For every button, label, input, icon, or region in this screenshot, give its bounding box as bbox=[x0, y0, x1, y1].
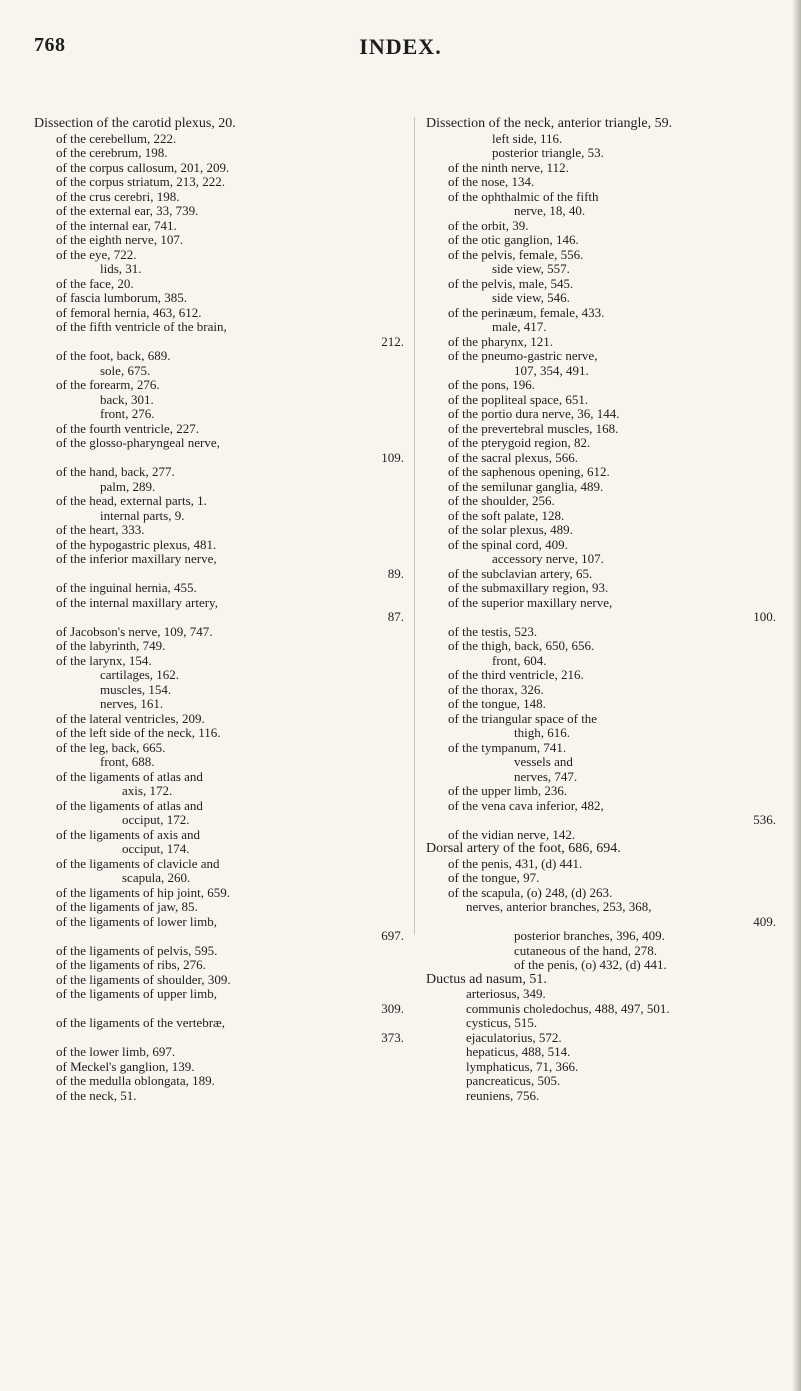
index-entry: of the lower limb, 697. bbox=[56, 1044, 176, 1059]
index-entry: lymphaticus, 71, 366. bbox=[466, 1058, 579, 1074]
index-entry: cartilages, 162. bbox=[100, 667, 180, 682]
index-entry: of the scapula, (o) 248, (d) 263. bbox=[448, 884, 613, 900]
index-entry: 100. bbox=[753, 609, 776, 624]
index-entry: of the pons, 196. bbox=[448, 377, 536, 392]
index-entry: axis, 172. bbox=[122, 783, 173, 798]
index-entry: of the subclavian artery, 65. bbox=[448, 565, 593, 581]
index-entry: of the leg, back, 665. bbox=[56, 739, 166, 755]
index-heading-entry: Dissection of the neck, anterior triangle, 59. bbox=[426, 116, 673, 131]
index-entry: of the hypogastric plexus, 481. bbox=[56, 536, 217, 552]
index-entry: of the prevertebral muscles, 168. bbox=[448, 420, 619, 436]
index-entry: of the saphenous opening, 612. bbox=[448, 464, 610, 479]
index-entry: of the superior maxillary nerve, bbox=[448, 594, 613, 610]
index-entry: of the inferior maxillary nerve, bbox=[56, 551, 217, 566]
index-entry: of the tympanum, 741. bbox=[448, 739, 567, 755]
index-entry: of the ligaments of the vertebræ, bbox=[56, 1015, 225, 1030]
index-entry: palm, 289. bbox=[100, 478, 156, 494]
index-entry: of the ligaments of hip joint, 659. bbox=[56, 884, 231, 900]
index-entry: of the nose, 134. bbox=[448, 174, 535, 189]
index-entry: of the face, 20. bbox=[56, 275, 134, 291]
index-entry: of the spinal cord, 409. bbox=[448, 536, 568, 552]
index-entry: of the crus cerebri, 198. bbox=[56, 188, 180, 204]
index-entry: of fascia lumborum, 385. bbox=[56, 290, 188, 305]
index-entry: communis choledochus, 488, 497, 501. bbox=[466, 1000, 670, 1016]
page-title: INDEX. bbox=[359, 34, 442, 59]
index-entry: nerves, 747. bbox=[514, 768, 578, 784]
index-heading-entry: Ductus ad nasum, 51. bbox=[426, 971, 547, 987]
index-entry: pancreaticus, 505. bbox=[466, 1073, 561, 1088]
index-entry: of the ligaments of lower limb, bbox=[56, 913, 218, 929]
index-entry: back, 301. bbox=[100, 391, 154, 407]
column-divider bbox=[414, 117, 415, 935]
index-entry: of the internal maxillary artery, bbox=[56, 594, 218, 610]
index-entry: of the glosso-pharyngeal nerve, bbox=[56, 435, 220, 450]
index-entry: of the shoulder, 256. bbox=[448, 493, 555, 508]
index-entry: 107, 354, 491. bbox=[514, 362, 589, 378]
index-entry: occiput, 172. bbox=[122, 812, 190, 827]
index-entry: of the labyrinth, 749. bbox=[56, 638, 166, 653]
index-entry: of the tongue, 97. bbox=[448, 870, 540, 885]
index-entry: of the eighth nerve, 107. bbox=[56, 232, 184, 247]
index-entry: thigh, 616. bbox=[514, 725, 570, 740]
index-entry: of the popliteal space, 651. bbox=[448, 391, 589, 407]
index-entry: of the internal ear, 741. bbox=[56, 217, 177, 233]
index-entry: of the triangular space of the bbox=[448, 710, 598, 726]
index-entry: arteriosus, 349. bbox=[466, 986, 546, 1001]
index-entry: of the heart, 333. bbox=[56, 522, 145, 537]
index-entry: 212. bbox=[381, 333, 404, 349]
index-column-left bbox=[34, 117, 404, 1103]
index-entry: posterior branches, 396, 409. bbox=[514, 928, 665, 943]
index-entry: 697. bbox=[381, 928, 404, 943]
index-entry: of the otic ganglion, 146. bbox=[448, 232, 579, 247]
index-entry: of the penis, 431, (d) 441. bbox=[448, 855, 583, 871]
page-number: 768 bbox=[34, 34, 66, 56]
index-entry: of the fourth ventricle, 227. bbox=[56, 420, 199, 436]
index-entry: of the ninth nerve, 112. bbox=[448, 159, 569, 175]
index-entry: of the pharynx, 121. bbox=[448, 333, 554, 349]
index-entry: internal parts, 9. bbox=[100, 507, 185, 523]
index-entry: of the foot, back, 689. bbox=[56, 348, 171, 363]
index-entry: of the corpus callosum, 201, 209. bbox=[56, 159, 230, 175]
index-entry: reuniens, 756. bbox=[466, 1087, 540, 1103]
index-entry: of the lateral ventricles, 209. bbox=[56, 710, 205, 726]
index-entry: 536. bbox=[753, 812, 776, 827]
index-entry: of the ligaments of jaw, 85. bbox=[56, 899, 198, 914]
index-entry: lids, 31. bbox=[100, 261, 142, 276]
index-entry: of the upper limb, 236. bbox=[448, 783, 568, 798]
index-entry: of the orbit, 39. bbox=[448, 217, 529, 233]
index-entry: side view, 557. bbox=[492, 261, 570, 276]
index-entry: of the ligaments of atlas and bbox=[56, 797, 203, 813]
index-entry: sole, 675. bbox=[100, 362, 151, 378]
index-entry: of the perinæum, female, 433. bbox=[448, 304, 605, 320]
index-entry: of the ligaments of clavicle and bbox=[56, 855, 220, 871]
index-entry: side view, 546. bbox=[492, 290, 570, 305]
index-entry: hepaticus, 488, 514. bbox=[466, 1044, 571, 1059]
index-heading-entry: Dorsal artery of the foot, 686, 694. bbox=[426, 841, 621, 856]
index-entry: of the ligaments of axis and bbox=[56, 826, 201, 842]
index-entry: 87. bbox=[387, 609, 404, 624]
index-entry: of the penis, (o) 432, (d) 441. bbox=[514, 957, 667, 972]
index-entry: front, 604. bbox=[492, 652, 547, 668]
index-entry: of the fifth ventricle of the brain, bbox=[56, 319, 227, 334]
index-entry: scapula, 260. bbox=[122, 870, 191, 885]
index-entry: of Jacobson's nerve, 109, 747. bbox=[56, 623, 213, 639]
index-entry: of femoral hernia, 463, 612. bbox=[56, 304, 202, 320]
index-entry: vessels and bbox=[514, 754, 573, 769]
index-entry: of the tongue, 148. bbox=[448, 696, 546, 711]
index-entry: of the ophthalmic of the fifth bbox=[448, 188, 599, 204]
index-entry: of the ligaments of atlas and bbox=[56, 768, 203, 784]
index-entry: of the corpus striatum, 213, 222. bbox=[56, 174, 225, 189]
index-entry: of the pelvis, male, 545. bbox=[448, 275, 574, 291]
index-entry: of Meckel's ganglion, 139. bbox=[56, 1058, 195, 1074]
index-entry: posterior triangle, 53. bbox=[492, 145, 604, 160]
index-entry: of the ligaments of pelvis, 595. bbox=[56, 942, 218, 958]
page-edge-shadow bbox=[792, 0, 801, 1391]
index-entry: of the testis, 523. bbox=[448, 623, 538, 639]
index-entry: of the thorax, 326. bbox=[448, 681, 544, 697]
index-entry: of the left side of the neck, 116. bbox=[56, 725, 221, 740]
index-entry: of the cerebellum, 222. bbox=[56, 130, 177, 146]
index-entry: ejaculatorius, 572. bbox=[466, 1029, 562, 1045]
index-entry: of the forearm, 276. bbox=[56, 377, 160, 392]
index-entry: of the sacral plexus, 566. bbox=[448, 449, 578, 465]
index-entry: of the ligaments of upper limb, bbox=[56, 986, 218, 1001]
index-entry: of the hand, back, 277. bbox=[56, 464, 175, 479]
index-entry: 109. bbox=[381, 449, 404, 465]
index-entry: 373. bbox=[381, 1029, 404, 1045]
index-entry: of the vidian nerve, 142. bbox=[448, 826, 576, 842]
index-entry: of the submaxillary region, 93. bbox=[448, 580, 609, 595]
index-entry: of the pelvis, female, 556. bbox=[448, 246, 584, 262]
index-entry: 89. bbox=[387, 565, 404, 581]
index-entry: of the pneumo-gastric nerve, bbox=[448, 348, 598, 363]
index-entry: of the neck, 51. bbox=[56, 1087, 137, 1103]
index-entry: of the head, external parts, 1. bbox=[56, 493, 207, 508]
index-entry: of the thigh, back, 650, 656. bbox=[448, 638, 595, 653]
index-entry: 409. bbox=[753, 913, 776, 929]
index-entry: left side, 116. bbox=[492, 130, 563, 146]
index-entry: nerve, 18, 40. bbox=[514, 203, 586, 218]
index-entry: of the soft palate, 128. bbox=[448, 507, 565, 523]
index-entry: of the ligaments of shoulder, 309. bbox=[56, 971, 231, 987]
index-entry: male, 417. bbox=[492, 319, 547, 334]
index-entry: of the third ventricle, 216. bbox=[448, 667, 584, 682]
index-entry: 309. bbox=[381, 1000, 404, 1016]
index-entry: of the cerebrum, 198. bbox=[56, 145, 168, 160]
index-entry: occiput, 174. bbox=[122, 841, 190, 856]
index-entry: of the solar plexus, 489. bbox=[448, 522, 573, 537]
index-entry: of the inguinal hernia, 455. bbox=[56, 580, 197, 595]
index-entry: of the pterygoid region, 82. bbox=[448, 435, 591, 450]
index-entry: of the medulla oblongata, 189. bbox=[56, 1073, 215, 1088]
index-entry: cysticus, 515. bbox=[466, 1015, 538, 1030]
index-entry: of the semilunar ganglia, 489. bbox=[448, 478, 604, 494]
index-entry: muscles, 154. bbox=[100, 681, 172, 697]
index-entry: of the ligaments of ribs, 276. bbox=[56, 957, 206, 972]
index-entry: of the external ear, 33, 739. bbox=[56, 203, 199, 218]
index-entry: front, 688. bbox=[100, 754, 155, 769]
index-entry: accessory nerve, 107. bbox=[492, 551, 604, 566]
index-entry: of the eye, 722. bbox=[56, 246, 137, 262]
index-heading-entry: Dissection of the carotid plexus, 20. bbox=[34, 116, 236, 131]
index-entry: of the larynx, 154. bbox=[56, 652, 152, 668]
index-entry: cutaneous of the hand, 278. bbox=[514, 942, 657, 958]
index-column-right bbox=[426, 117, 776, 1103]
index-entry: front, 276. bbox=[100, 406, 155, 421]
index-entry: nerves, 161. bbox=[100, 696, 164, 711]
index-entry: nerves, anterior branches, 253, 368, bbox=[466, 899, 652, 914]
index-entry: of the vena cava inferior, 482, bbox=[448, 797, 604, 813]
index-entry: of the portio dura nerve, 36, 144. bbox=[448, 406, 620, 421]
